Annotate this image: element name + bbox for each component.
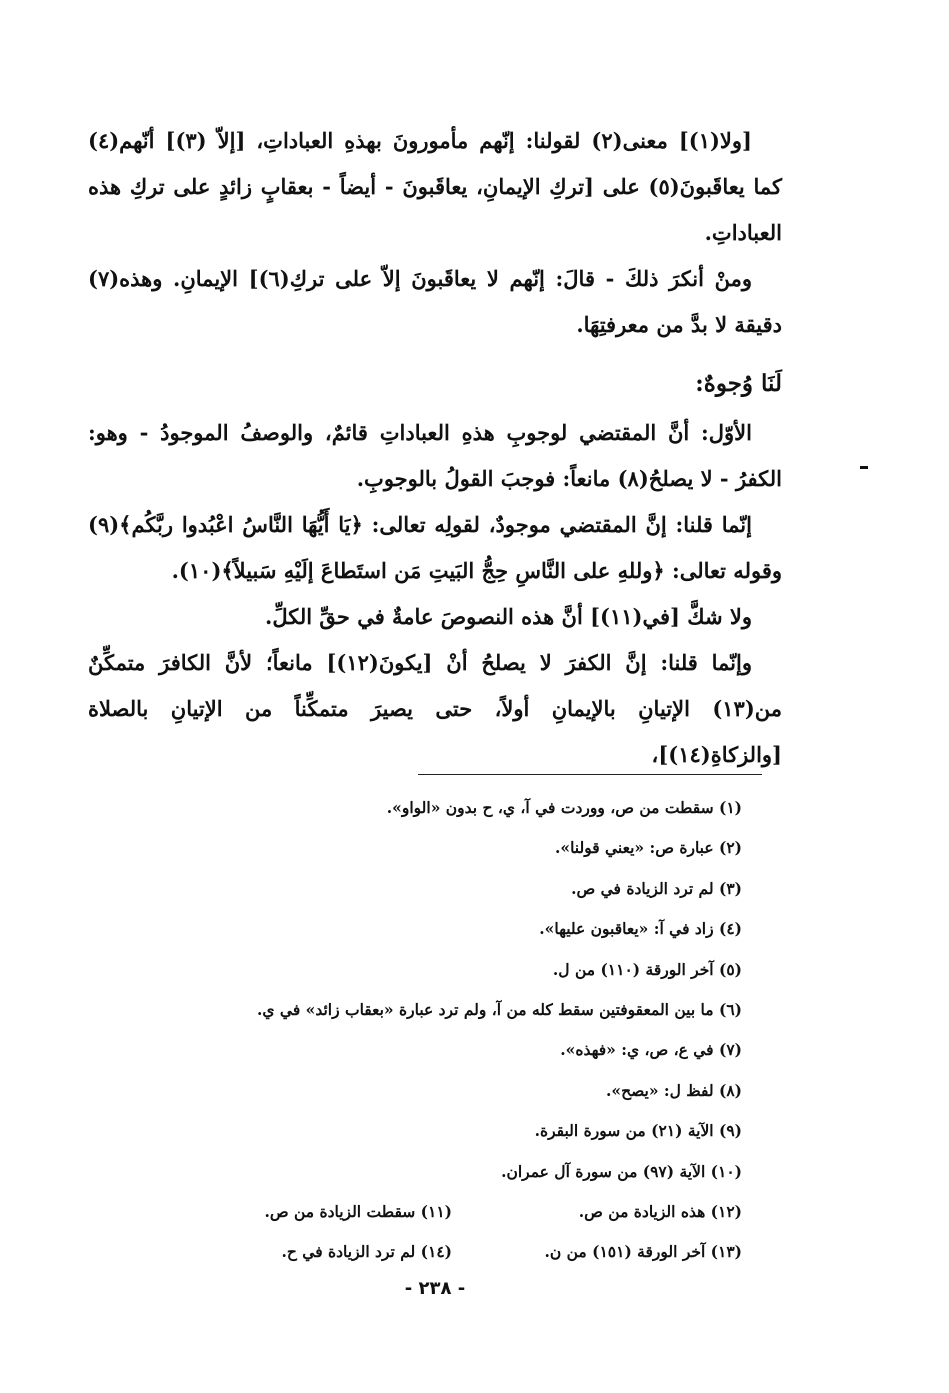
footnote: (١٠) الآية (٩٧) من سورة آل عمران. bbox=[501, 1161, 742, 1181]
footnote: (٣) لم ترد الزيادة في ص. bbox=[571, 878, 742, 898]
main-text bbox=[88, 118, 782, 778]
footnote: (٤) زاد في آ: «يعاقبون عليها». bbox=[539, 919, 742, 939]
footnote: (٧) في ع، ص، ي: «فهذه». bbox=[560, 1040, 742, 1060]
paragraph-3: الأوّل: أنَّ المقتضي لوجوبِ هذهِ العباداتِ قائمٌ، والوصفُ الموجودُ - وهو: الكفرُ - لا يصلحُ(٨) مانعاً: فوجبَ القولُ بالوجوبِ. bbox=[88, 420, 782, 491]
page-number: - ٢٣٨ - bbox=[404, 1278, 466, 1299]
paragraph-6: وإنّما قلنا: إنَّ الكفرَ لا يصلحُ أنْ [يكونَ(١٢)] مانعاً؛ لأنَّ الكافرَ متمكِّنٌ من(١٣) الإتيانِ بالإيمانِ أولاً، حتى يصيرَ متمكِّناً من الإتيانِ بالصلاة [والزكاةِ(١٤)]، bbox=[88, 650, 782, 767]
footnote-separator bbox=[418, 774, 762, 775]
paragraph-4: إنّما قلنا: إنَّ المقتضي موجودٌ، لقولِه تعالى: ﴿يَا أَيُّهَا النَّاسُ اعْبُدوا ربَّكُم﴾(٩) وقوله تعالى: ﴿وللهِ على النَّاسِ حِجُّ البَيتِ مَن استَطاعَ إلَيْهِ سَبيلاً﴾(١٠). bbox=[88, 512, 782, 583]
footnote: (١٢) هذه الزيادة من ص. bbox=[578, 1202, 742, 1222]
paragraph-2: ومنْ أنكرَ ذلكَ - قالَ: إنّهم لا يعاقَبونَ إلاّ على تركِ(٦)] الإيمانِ. وهذه(٧) دقيقة لا بدَّ من معرفتِهَا. bbox=[88, 266, 782, 337]
footnote: (٥) آخر الورقة (١١٠) من ل. bbox=[552, 959, 742, 979]
paragraph-5: ولا شكَّ [في(١١)] أنَّ هذه النصوصَ عامةٌ في حقِّ الكلِّ. bbox=[265, 604, 752, 629]
footnote-row bbox=[160, 1232, 742, 1272]
footnote: (٩) الآية (٢١) من سورة البقرة. bbox=[534, 1121, 742, 1141]
footnote: (٨) لفظ ل: «يصح». bbox=[606, 1080, 742, 1100]
footnotes bbox=[160, 788, 742, 1273]
section-heading: لَنَا وُجوهٌ: bbox=[695, 370, 782, 397]
footnote: (١١) سقطت الزيادة من ص. bbox=[264, 1202, 452, 1222]
footnote: (٢) عبارة ص: «يعني قولنا». bbox=[554, 838, 742, 858]
footnote: (١٤) لم ترد الزيادة في ح. bbox=[281, 1242, 452, 1262]
footnote: (٦) ما بين المعقوفتين سقط كله من آ، ولم ترد عبارة «بعقاب زائد» في ي. bbox=[257, 1000, 742, 1020]
footnote: (١) سقطت من ص، ووردت في آ، ي، ح بدون «الواو». bbox=[386, 798, 742, 817]
footnote-row bbox=[160, 1192, 742, 1232]
footnote: (١٣) آخر الورقة (١٥١) من ن. bbox=[544, 1242, 742, 1262]
margin-mark bbox=[860, 466, 868, 469]
paragraph-1: [ولا(١)] معنى(٢) لقولنا: إنّهم مأمورونَ بهذهِ العباداتِ، [إلاّ (٣)] أنّهم(٤) كما يعاقَبونَ(٥) على [تركِ الإيمانِ، يعاقَبونَ - أيضاً - بعقابٍ زائدٍ على تركِ هذه العباداتِ. bbox=[88, 128, 782, 245]
